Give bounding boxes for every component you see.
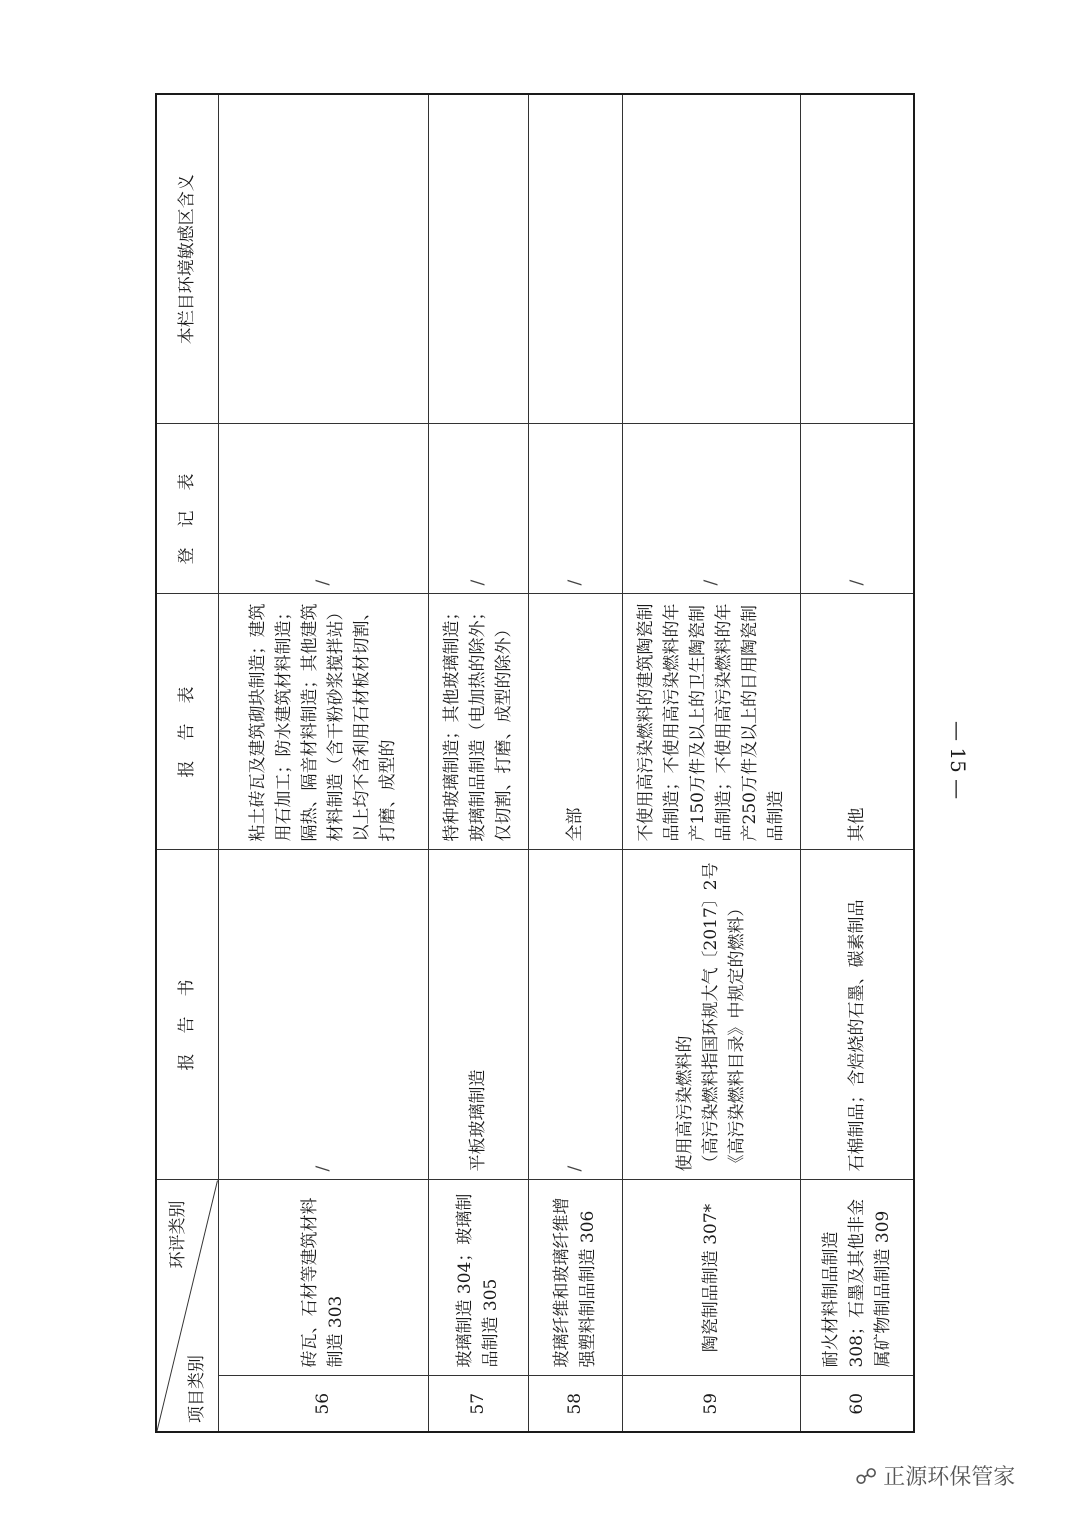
header-corner-cell: [156, 1180, 218, 1432]
sensitive-cell: [528, 94, 622, 424]
register-cell: /: [800, 424, 914, 594]
report-form-cell: 粘土砖瓦及建筑砌块制造；建筑用石加工；防水建筑材料制造；隔热、隔音材料制造；其他建筑材料制造（含干粉砂浆搅拌站） 以上均不含利用石材板材切割、打磨、成型的: [218, 594, 428, 850]
header-register: 登记表: [156, 424, 218, 594]
watermark-text: 正源环保管家: [883, 1465, 1016, 1490]
sensitive-cell: [622, 94, 800, 424]
register-cell: /: [218, 424, 428, 594]
report-form-cell: 其他: [800, 594, 914, 850]
page-number: — 15 —: [946, 720, 970, 800]
report-book-cell: /: [528, 850, 622, 1180]
sensitive-cell: [800, 94, 914, 424]
watermark: [855, 1460, 1015, 1491]
row-number: 56: [218, 1376, 428, 1432]
table-row: [218, 94, 428, 1432]
sensitive-cell: [218, 94, 428, 424]
header-sensitive-area: 本栏目环境敏感区含义: [156, 94, 218, 424]
report-form-cell: 特种玻璃制造；其他玻璃制造；玻璃制品制造（电加热的除外；仅切割、打磨、成型的除外）: [428, 594, 528, 850]
table-row: [800, 94, 914, 1432]
sensitive-cell: [428, 94, 528, 424]
register-cell: /: [428, 424, 528, 594]
header-report-book: 报告书: [156, 850, 218, 1180]
project-category: 陶瓷制品制造 307*: [622, 1180, 800, 1376]
table-row: [528, 94, 622, 1432]
header-project-category: 项目类别: [186, 1355, 207, 1423]
report-book-cell: 使用高污染燃料的 （高污染燃料指国环规大气〔2017〕2号《高污染燃料目录》中规定的燃料）: [622, 850, 800, 1180]
row-number: 59: [622, 1376, 800, 1432]
report-book-cell: 平板玻璃制造: [428, 850, 528, 1180]
table-row: [622, 94, 800, 1432]
header-report-form: 报告表: [156, 594, 218, 850]
report-book-cell: 石棉制品；含焙烧的石墨、碳素制品: [800, 850, 914, 1180]
table-row: [428, 94, 528, 1432]
project-category: 耐火材料制品制造 308；石墨及其他非金属矿物制品制造 309: [800, 1180, 914, 1376]
register-cell: /: [622, 424, 800, 594]
row-number: 57: [428, 1376, 528, 1432]
row-number: 60: [800, 1376, 914, 1432]
header-eia-category: 环评类别: [168, 1200, 188, 1269]
rotated-page: [155, 95, 913, 1433]
report-form-cell: 不使用高污染燃料的建筑陶瓷制品制造；不使用高污染燃料的年产150万件及以上的卫生陶瓷制品制造；不使用高污染燃料的年产250万件及以上的日用陶瓷制品制造: [622, 594, 800, 850]
report-form-cell: 全部: [528, 594, 622, 850]
report-book-cell: /: [218, 850, 428, 1180]
register-cell: /: [528, 424, 622, 594]
project-category: 玻璃纤维和玻璃纤维增强塑料制品制造 306: [528, 1180, 622, 1376]
classification-table: [155, 93, 915, 1433]
project-category: 玻璃制造 304；玻璃制品制造 305: [428, 1180, 528, 1376]
row-number: 58: [528, 1376, 622, 1432]
table-header-row: [156, 94, 218, 1432]
project-category: 砖瓦、石材等建筑材料制造 303: [218, 1180, 428, 1376]
wechat-icon: ☍: [855, 1465, 878, 1490]
